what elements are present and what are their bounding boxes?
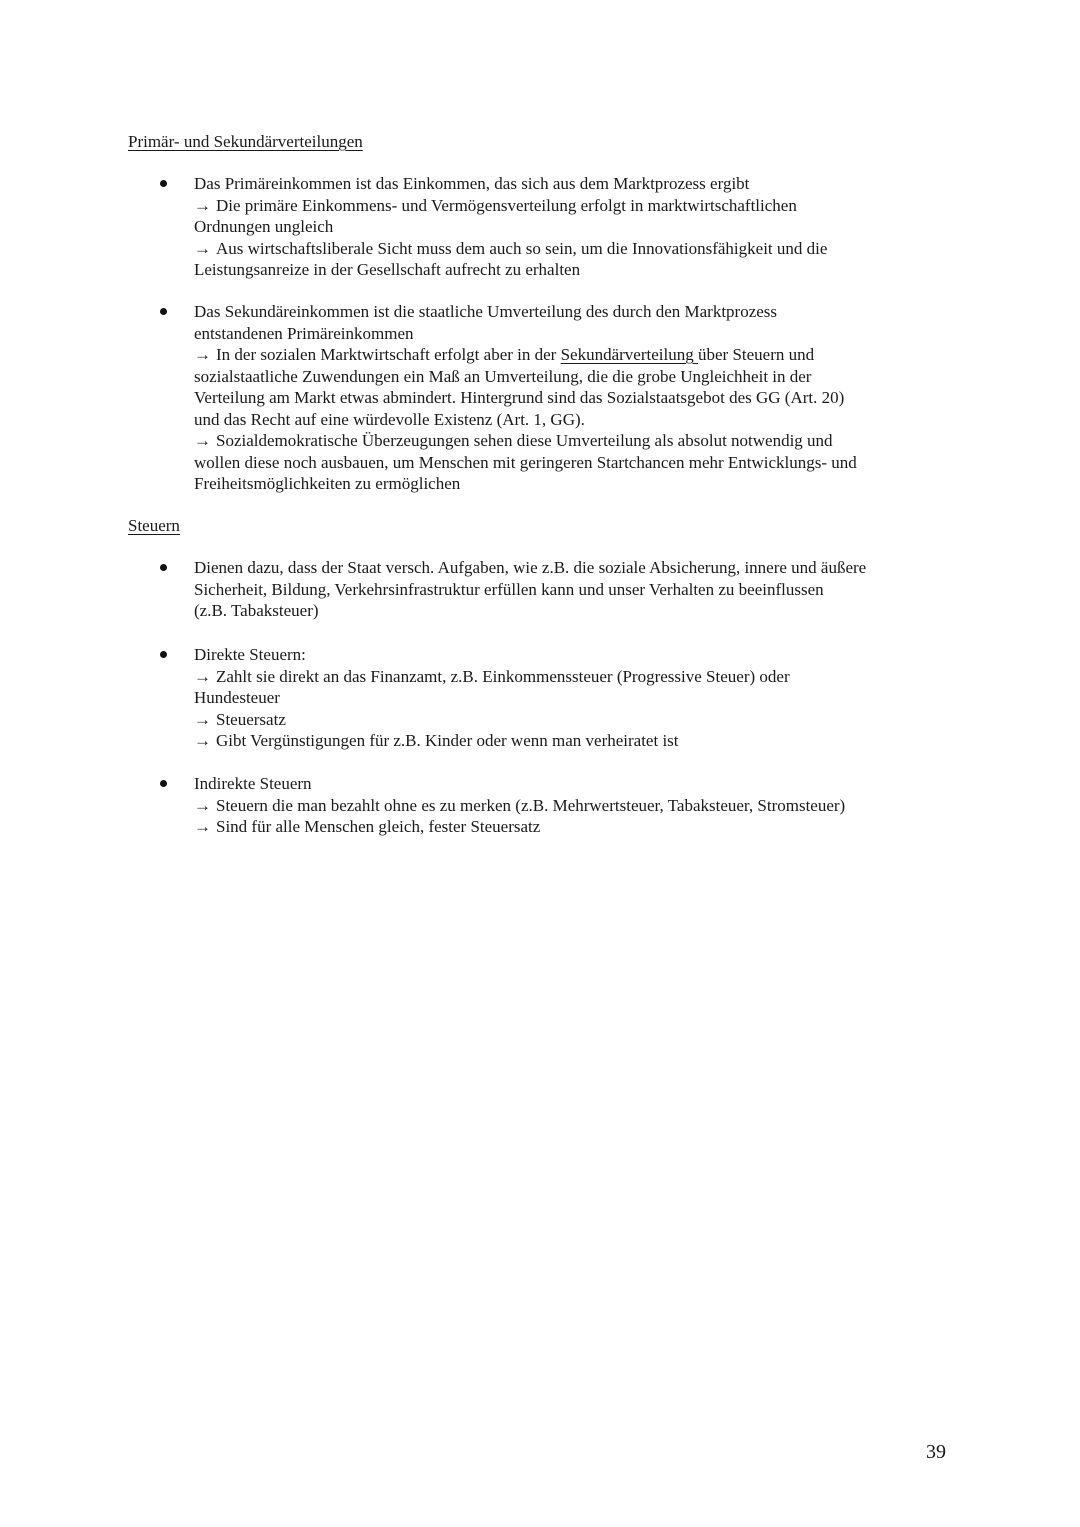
- text-line: wollen diese noch ausbauen, um Menschen mit geringeren Startchancen mehr Entwicklungs- und: [194, 452, 857, 472]
- text-line: Dienen dazu, dass der Staat versch. Aufgaben, wie z.B. die soziale Absicherung, innere und äußere: [194, 558, 867, 577]
- text-line: Ordnungen ungleich: [194, 217, 334, 236]
- text-line: sozialstaatliche Zuwendungen ein Maß an Umverteilung, die die grobe Ungleichheit in der: [194, 366, 812, 386]
- list-item-indirekte-steuern: [194, 773, 964, 838]
- text-line: → Sozialdemokratische Überzeugungen sehen diese Umverteilung als absolut notwendig und: [194, 431, 833, 450]
- text-line: Das Primäreinkommen ist das Einkommen, das sich aus dem Marktprozess ergibt: [194, 174, 750, 193]
- text-line: → In der sozialen Marktwirtschaft erfolgt aber in der Sekundärverteilung über Steuern und: [194, 345, 815, 364]
- arrow-right-icon: →: [194, 345, 211, 364]
- arrow-right-icon: →: [194, 795, 211, 815]
- arrow-right-icon: →: [194, 238, 211, 258]
- bullet-icon: [160, 773, 170, 794]
- arrow-right-icon: →: [194, 666, 211, 686]
- bullet-icon: [160, 557, 170, 578]
- text-line: Verteilung am Markt etwas abmindert. Hintergrund sind das Sozialstaatsgebot des GG (Art. 20): [194, 388, 845, 407]
- text-line: → Steuern die man bezahlt ohne es zu merken (z.B. Mehrwertsteuer, Tabaksteuer, Stromsteuer): [194, 795, 846, 815]
- text-line: entstandenen Primäreinkommen: [194, 323, 414, 343]
- arrow-right-icon: →: [194, 431, 211, 450]
- list-item-direkte-steuern: [194, 644, 964, 752]
- text-line: Sicherheit, Bildung, Verkehrsinfrastruktur erfüllen kann und unser Verhalten zu beeinflussen: [194, 579, 824, 599]
- list-item-primaereinkommen: [194, 173, 964, 281]
- bullet-icon: [160, 644, 170, 665]
- text-line: → Sind für alle Menschen gleich, fester Steuersatz: [194, 817, 541, 836]
- arrow-right-icon: →: [194, 731, 211, 750]
- text-line: → Steuersatz: [194, 709, 286, 729]
- text-line: Leistungsanreize in der Gesellschaft aufrecht zu erhalten: [194, 260, 581, 279]
- text-line: Freiheitsmöglichkeiten zu ermöglichen: [194, 474, 461, 493]
- text-line: → Die primäre Einkommens- und Vermögensverteilung erfolgt in marktwirtschaftlichen: [194, 195, 797, 215]
- text-line: → Aus wirtschaftsliberale Sicht muss dem auch so sein, um die Innovationsfähigkeit und die: [194, 238, 828, 258]
- text-line: Hundesteuer: [194, 688, 280, 707]
- text-line: → Gibt Vergünstigungen für z.B. Kinder oder wenn man verheiratet ist: [194, 731, 679, 750]
- bullet-icon: [160, 301, 170, 322]
- text-line: Das Sekundäreinkommen ist die staatliche Umverteilung des durch den Marktprozess: [194, 302, 778, 321]
- underlined-term: Sekundärverteilung: [560, 345, 698, 364]
- bullet-icon: [160, 173, 170, 194]
- arrow-right-icon: →: [194, 817, 211, 836]
- arrow-right-icon: →: [194, 195, 211, 215]
- section-heading-steuern: Steuern: [128, 516, 180, 535]
- arrow-right-icon: →: [194, 709, 211, 729]
- text-line: Direkte Steuern:: [194, 645, 306, 664]
- section-heading-verteilung: Primär- und Sekundärverteilungen: [128, 132, 363, 151]
- text-line: (z.B. Tabaksteuer): [194, 601, 319, 620]
- text-line: Indirekte Steuern: [194, 774, 312, 793]
- list-item-steuern-zweck: [194, 557, 964, 622]
- page-number: 39: [926, 1441, 946, 1463]
- list-item-sekundaereinkommen: [194, 301, 964, 495]
- text-line: → Zahlt sie direkt an das Finanzamt, z.B. Einkommenssteuer (Progressive Steuer) oder: [194, 666, 790, 686]
- text-line: und das Recht auf eine würdevolle Existenz (Art. 1, GG).: [194, 409, 585, 429]
